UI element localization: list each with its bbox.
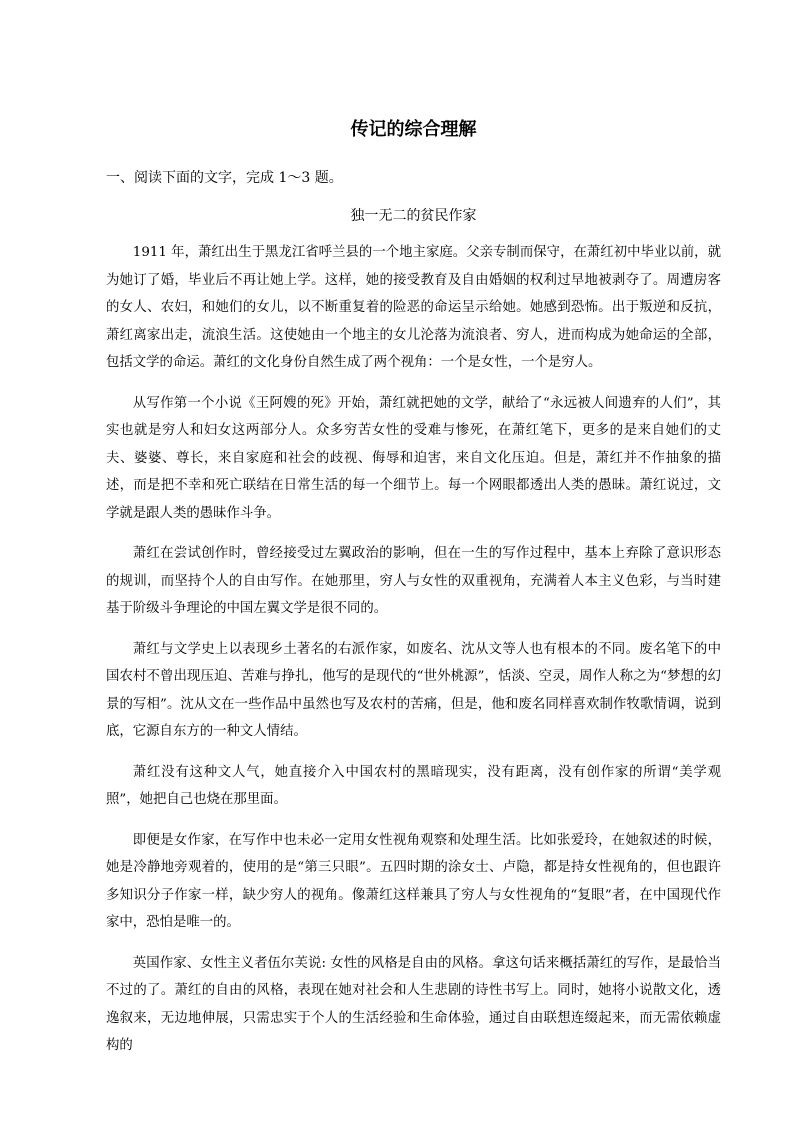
article-body: [106, 239, 721, 1073]
document-title: 传记的综合理解: [350, 119, 477, 140]
paragraph-4: 萧红与文学史上以表现乡土著名的右派作家，如废名、沈从文等人也有根本的不同。废名笔下的中国农村不曾出现压迫、苦难与挣扎，他写的是现代的“世外桃源”，恬淡、空灵，周作人称之为“梦想的幻景的写相”。沈从文在一些作品中虽然也写及农村的苦痛，但是，他和废名同样喜欢制作牧歌情调，说到底，它源自东方的一种文人情结。: [106, 641, 721, 739]
article-title: 独一无二的贫民作家: [350, 208, 477, 224]
paragraph-5: 萧红没有这种文人气，她直接介入中国农村的黑暗现实，没有距离，没有创作家的所谓“美学观照”，她把自己也烧在那里面。: [106, 764, 721, 807]
paragraph-1: 1911 年，萧红出生于黑龙江省呼兰县的一个地主家庭。父亲专制而保守，在萧红初中毕业以前，就为她订了婚，毕业后不再让她上学。这样，她的接受教育及自由婚姻的权利过早地被剥夺了。周遭房客的女人、农妇，和她们的女儿，以不断重复着的险恶的命运呈示给她。她感到恐怖。出于叛逆和反抗，萧红离家出走，流浪生活。这使她由一个地主的女儿沦落为流浪者、穷人，进而构成为她命运的全部，包括文学的命运。萧红的文化身份自然生成了两个视角：一个是女性，一个是穷人。: [106, 245, 721, 370]
paragraph-6: 即便是女作家，在写作中也未必一定用女性视角观察和处理生活。比如张爱玲，在她叙述的时候，她是冷静地旁观着的，使用的是“第三只眼”。五四时期的涂女士、卢隐，都是持女性视角的，但也跟许多知识分子作家一样，缺少穷人的视角。像萧红这样兼具了穷人与女性视角的“复眼”者，在中国现代作家中，恐怕是唯一的。: [106, 832, 721, 930]
paragraph-2: 从写作第一个小说《王阿嫂的死》开始，萧红就把她的文学，献给了“永远被人间遗弃的人们”，其实也就是穷人和妇女这两部分人。众多穷苦女性的受难与惨死，在萧红笔下，更多的是来自她们的丈夫、婆婆、尊长，来自家庭和社会的歧视、侮辱和迫害，来自文化压迫。但是，萧红并不作抽象的描述，而是把不幸和死亡联结在日常生活的每一个细节上。每一个网眼都透出人类的愚昧。萧红说过，文学就是跟人类的愚昧作斗争。: [106, 395, 721, 521]
paragraph-7: 英国作家、女性主义者伍尔芙说: 女性的风格是自由的风格。拿这句话来概括萧红的写作，是最恰当不过的了。萧红的自由的风格，表现在她对社会和人生悲剧的诗性书写上。同时，她将小说散文化，透逸叙来，无边地伸展，只需忠实于个人的生活经验和生命体验，通过自由联想连缀起来，而无需依赖虚构的: [106, 955, 721, 1053]
paragraph-3: 萧红在尝试创作时，曾经接受过左翼政治的影响，但在一生的写作过程中，基本上弃除了意识形态的规训，而坚持个人的自由写作。在她那里，穷人与女性的双重视角，充满着人本主义色彩，与当时建基于阶级斗争理论的中国左翼文学是很不同的。: [106, 546, 721, 616]
section-heading: 一、阅读下面的文字，完成 1～3 题。: [106, 170, 343, 186]
